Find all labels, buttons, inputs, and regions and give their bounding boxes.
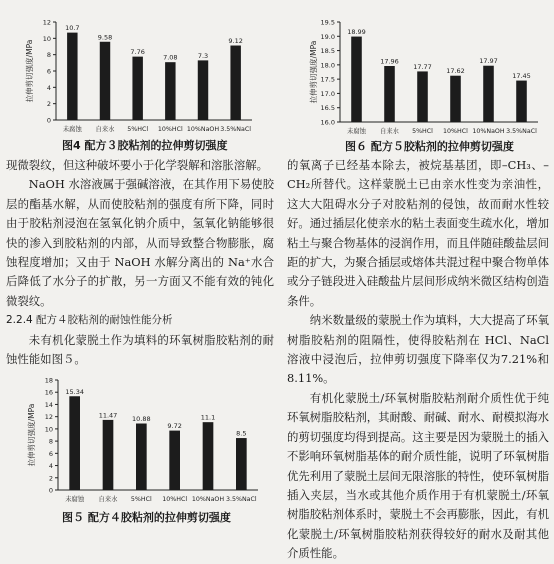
category-label: 5%HCl <box>412 128 433 135</box>
y-tick-label: 10 <box>44 425 53 434</box>
bar-value-label: 8.5 <box>236 429 247 438</box>
bar <box>236 438 247 490</box>
y-tick-label: 14 <box>44 400 53 409</box>
bar <box>169 431 180 490</box>
bar <box>450 76 461 122</box>
bar-value-label: 7.3 <box>197 51 209 60</box>
left-paragraph-1: 现微裂纹，但这种破坏要小于化学裂解和溶胀溶解。 <box>6 158 268 172</box>
bar-value-label: 17.62 <box>446 67 465 76</box>
y-tick-label: 2 <box>48 474 53 483</box>
figure-6-caption: 图６ 配方５胶粘剂的拉伸剪切强度 <box>345 140 514 153</box>
figure-4-caption: 图4 配方３胶粘剂的拉伸剪切强度 <box>62 139 228 152</box>
y-tick-label: 19.5 <box>320 18 335 27</box>
category-label: 3.5%NaCl <box>220 126 252 133</box>
bar <box>67 33 77 120</box>
bar <box>103 420 114 490</box>
y-tick-label: 19.0 <box>320 32 335 41</box>
y-tick-label: 4 <box>48 462 53 471</box>
figure-4-chart <box>20 8 260 138</box>
y-tick-label: 4 <box>46 83 51 92</box>
bar-value-label: 15.34 <box>65 387 84 396</box>
category-label: 自来水 <box>380 128 399 135</box>
category-label: 10%NaOH <box>186 126 220 133</box>
bar <box>69 396 80 490</box>
figure-5-caption: 图５ 配方４胶粘剂的拉伸剪切强度 <box>62 511 231 524</box>
category-label: 未腐蚀 <box>62 126 82 133</box>
y-tick-label: 6 <box>48 449 53 458</box>
right-paragraph-3: 有机化蒙脱土/环氧树脂胶粘剂耐介质性优于纯环氧树脂胶粘剂，其耐酸、耐碱、耐水、耐模拟海水的剪切强度均得到提高。这主要是因为蒙脱土的插入不影响环氧树脂基体的耐介质性能，说明了环氧树脂优先利用了蒙脱土层间无限溶胀的特性，使环氧树脂插入夹层，当水或其他介质作用于有机蒙脱土/环氧树脂胶粘剂体系时，蒙脱土不会再膨胀，因此，有机化蒙脱土/环氧树脂胶粘剂获得较好的耐水及耐其他介质性能。 <box>287 390 549 561</box>
bar-value-label: 9.58 <box>97 33 113 42</box>
bar-value-label: 11.47 <box>98 411 118 420</box>
bar-value-label: 17.96 <box>380 57 399 66</box>
bar-value-label: 9.72 <box>167 422 182 431</box>
y-tick-label: 17.0 <box>320 89 335 98</box>
y-tick-label: 18.0 <box>320 61 335 70</box>
category-label: 3.5%NaCl <box>506 128 537 135</box>
y-tick-label: 2 <box>46 100 51 109</box>
bar-value-label: 9.12 <box>228 37 243 46</box>
bar <box>516 81 527 122</box>
bar <box>132 57 142 120</box>
left-text-column <box>6 156 274 369</box>
category-label: 10%HCl <box>157 126 183 133</box>
bar <box>483 66 494 122</box>
y-tick-label: 8 <box>48 437 53 446</box>
bar <box>203 422 214 490</box>
category-label: 3.5%NaCl <box>225 496 257 503</box>
figure-5-chart <box>20 370 265 508</box>
right-text-column <box>287 156 549 564</box>
category-label: 5%HCl <box>130 496 152 503</box>
category-label: 10%NaOH <box>191 496 225 503</box>
right-paragraph-2: 纳米数量级的蒙脱土作为填料，大大提高了环氧树脂胶粘剂的阻隔性，使得胶粘剂在 HCl、NaCl 溶液中浸泡后，拉伸剪切强度下降率仅为7.21%和 8.11%。 <box>287 313 550 386</box>
left-paragraph-2: NaOH 水溶液属于强碱溶液，在其作用下易使胶层的酯基水解，从而使胶粘剂的强度有所下降，同时由于胶粘剂浸泡在氢氧化钠介质中，氢氧化钠能够很快的渗入到胶粘剂的内部，从而导致整合物膨胀，腐蚀程度增加；又由于 NaOH 水解分离出的 Na⁺水合后降低了水分子的扩散，另一方面又不能有效的钝化微裂纹。 <box>6 177 274 308</box>
bar-value-label: 17.45 <box>512 72 531 81</box>
y-axis-label: 拉伸剪切强度/MPa <box>309 40 318 104</box>
y-axis-label: 拉伸剪切强度/MPa <box>25 39 34 103</box>
category-label: 未腐蚀 <box>65 496 85 503</box>
category-label: 未腐蚀 <box>347 128 366 135</box>
bar <box>136 424 147 490</box>
bar-value-label: 17.77 <box>413 62 432 71</box>
section-heading: 2.2.4 配方４胶粘剂的耐蚀性能分析 <box>6 314 173 327</box>
y-tick-label: 16.0 <box>320 118 335 127</box>
category-label: 10%HCl <box>443 128 468 135</box>
bar-value-label: 10.88 <box>132 415 151 424</box>
y-tick-label: 16.5 <box>320 104 335 113</box>
bar <box>230 46 240 120</box>
y-tick-label: 18 <box>44 376 53 385</box>
y-tick-label: 6 <box>46 67 51 76</box>
figure-6-chart <box>300 8 545 140</box>
bar <box>100 42 110 120</box>
bar <box>384 66 395 122</box>
right-paragraph-1: 的氧离子已经基本除去，被烷基基团，即–CH₃、–CH₂所替代。这样蒙脱土已由亲水性变为亲油性，这大大阻碍水分子对胶粘剂的侵蚀，故而耐水性较好。通过插层化使亲水的粘土表面变生疏水化，增加粘土与聚合物基体的浸润作用，而且伴随硅酸盐层间距的扩大，为聚合插层或熔体共混过程中聚合物单体或分子链段进入硅酸盐片层间形成纳米微区结构创造条件。 <box>287 158 549 308</box>
category-label: 10%HCl <box>162 496 188 503</box>
bar <box>198 60 208 120</box>
y-tick-label: 18.5 <box>320 47 335 56</box>
category-label: 自来水 <box>95 126 115 133</box>
category-label: 自来水 <box>98 496 118 503</box>
y-tick-label: 12 <box>42 18 51 27</box>
y-tick-label: 0 <box>46 116 51 125</box>
bar-value-label: 10.7 <box>65 24 80 33</box>
bar-value-label: 11.1 <box>200 413 216 422</box>
y-tick-label: 10 <box>42 34 51 43</box>
y-tick-label: 17.5 <box>320 75 335 84</box>
y-tick-label: 12 <box>44 413 53 422</box>
bar-value-label: 7.08 <box>163 53 178 62</box>
y-tick-label: 8 <box>46 51 51 60</box>
bar-value-label: 17.97 <box>479 57 498 66</box>
left-paragraph-3: 未有机化蒙脱土作为填料的环氧树脂胶粘剂的耐蚀性能如图５。 <box>6 332 274 367</box>
bar-value-label: 7.76 <box>130 48 145 57</box>
y-tick-label: 16 <box>44 388 53 397</box>
bar <box>417 71 428 122</box>
bar <box>351 37 362 122</box>
category-label: 5%HCl <box>127 126 149 133</box>
y-axis-label: 拉伸剪切强度/MPa <box>27 403 36 467</box>
y-tick-label: 0 <box>48 486 53 495</box>
bar-value-label: 18.99 <box>347 28 366 37</box>
category-label: 10%NaOH <box>472 128 505 135</box>
bar <box>165 62 175 120</box>
